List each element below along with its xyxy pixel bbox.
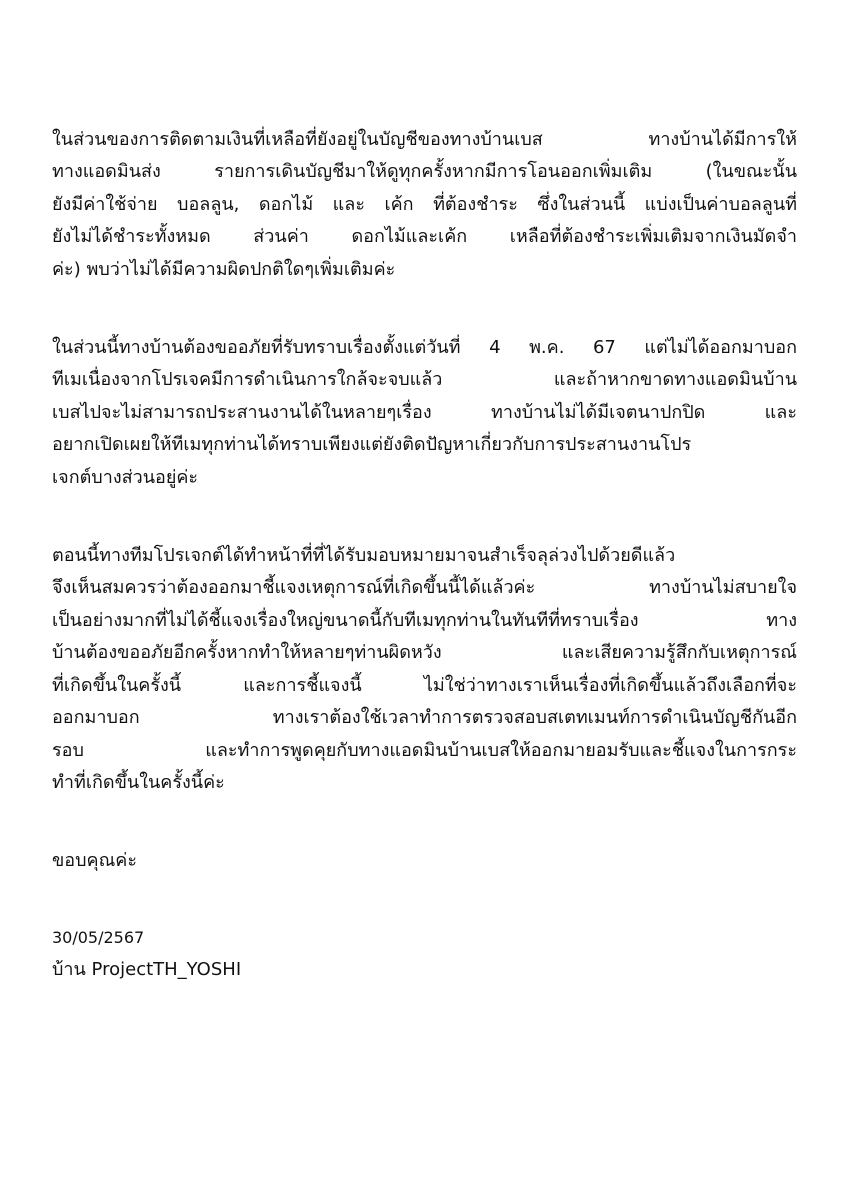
paragraph-1 bbox=[52, 124, 797, 286]
text-line: บ้านต้องขออภัยอีกครั้งหากทำให้หลายๆท่านผิดหวัง และเสียความรู้สึกกับเหตุการณ์ bbox=[52, 642, 797, 664]
paragraph-3 bbox=[52, 540, 797, 799]
document-body bbox=[52, 124, 797, 988]
closing-thanks: ขอบคุณค่ะ bbox=[52, 850, 137, 872]
text-line: ทีเมเนื่องจากโปรเจคมีการดำเนินการใกล้จะจบแล้ว และถ้าหากขาดทางแอดมินบ้าน bbox=[52, 369, 797, 391]
text-line: เป็นอย่างมากที่ไม่ได้ชี้แจงเรื่องใหญ่ขนาดนี้กับทีเมทุกท่านในทันทีที่ทราบเรื่อง ทาง bbox=[52, 609, 797, 631]
text-line: ตอนนี้ทางทีมโปรเจกต์ได้ทำหน้าที่ที่ได้รับมอบหมายมาจนสำเร็จลุล่วงไปด้วยดีแล้ว bbox=[52, 545, 676, 567]
text-line: รอบ และทำการพูดคุยกับทางแอดมินบ้านเบสให้ออกมายอมรับและชี้แจงในการกระ bbox=[52, 739, 797, 761]
text-line: ยังไม่ได้ชำระทั้งหมด ส่วนค่า ดอกไม้และเค้ก เหลือที่ต้องชำระเพิ่มเติมจากเงินมัดจำ bbox=[52, 226, 797, 248]
text-line: เจกต์บางส่วนอยู่ค่ะ bbox=[52, 466, 199, 488]
text-line: จึงเห็นสมควรว่าต้องออกมาชี้แจงเหตุการณ์ที่เกิดขึ้นนี้ได้แล้วค่ะ ทางบ้านไม่สบายใจ bbox=[52, 577, 797, 599]
text-line: ทำที่เกิดขึ้นในครั้งนี้ค่ะ bbox=[52, 771, 225, 793]
text-line: ในส่วนของการติดตามเงินที่เหลือที่ยังอยู่ในบัญชีของทางบ้านเบส ทางบ้านได้มีการให้ bbox=[52, 129, 797, 150]
text-line: ทางแอดมินส่ง รายการเดินบัญชีมาให้ดูทุกครั้งหากมีการโอนออกเพิ่มเติม (ในขณะนั้น bbox=[52, 161, 797, 183]
paragraph-2 bbox=[52, 332, 797, 494]
text-line: ในส่วนนี้ทางบ้านต้องขออภัยที่รับทราบเรื่องตั้งแต่วันที่ 4 พ.ค. 67 แต่ไม่ได้ออกมาบอก bbox=[52, 337, 797, 359]
text-line: ออกมาบอก ทางเราต้องใช้เวลาทำการตรวจสอบสเตทเมนท์การดำเนินบัญชีกันอีก bbox=[52, 707, 797, 729]
text-line: ยังมีค่าใช้จ่าย บอลลูน, ดอกไม้ และ เค้ก ที่ต้องชำระ ซึ่งในส่วนนี้ แบ่งเป็นค่าบอลลูนที่ bbox=[52, 193, 797, 215]
text-line: ค่ะ) พบว่าไม่ได้มีความผิดปกติใดๆเพิ่มเติมค่ะ bbox=[52, 258, 396, 280]
document-date: 30/05/2567 bbox=[52, 927, 145, 947]
signature: บ้าน ProjectTH_YOSHI bbox=[52, 958, 242, 980]
text-line: ที่เกิดขึ้นในครั้งนี้ และการชี้แจงนี้ ไม่ใช่ว่าทางเราเห็นเรื่องที่เกิดขึ้นแล้วถึงเลือกที่จะ bbox=[52, 674, 797, 696]
text-line: เบสไปจะไม่สามารถประสานงานได้ในหลายๆเรื่อง ทางบ้านไม่ได้มีเจตนาปกปิด และ bbox=[52, 401, 797, 423]
text-line: อยากเปิดเผยให้ทีเมทุกท่านได้ทราบเพียงแต่ยังติดปัญหาเกี่ยวกับการประสานงานโปร bbox=[52, 434, 692, 456]
